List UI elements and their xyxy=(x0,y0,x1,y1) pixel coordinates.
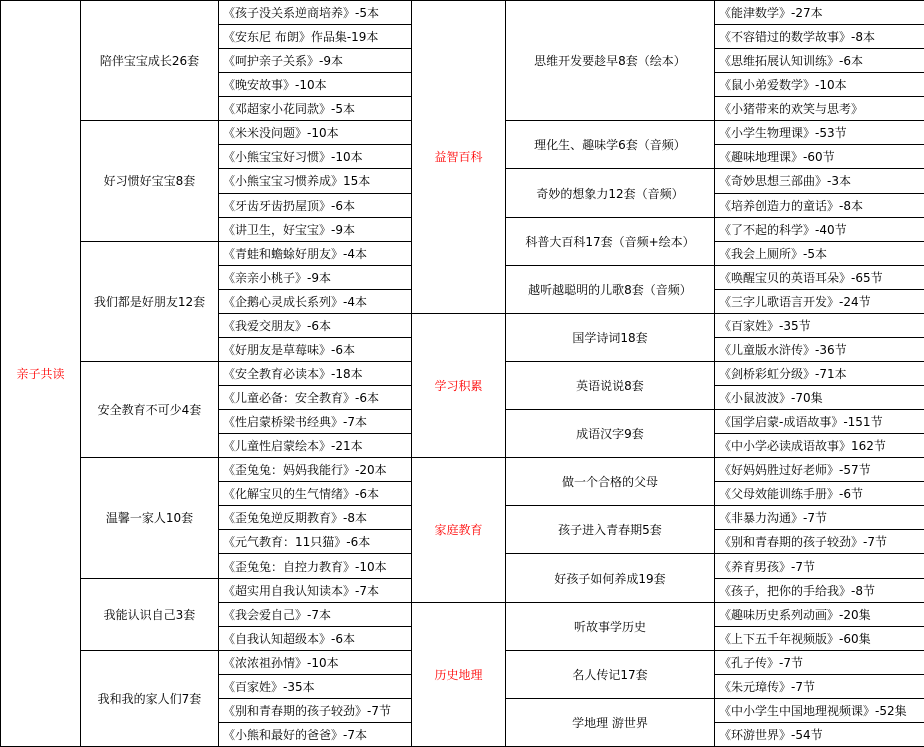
book-item: 《儿童性启蒙绘本》-21本 xyxy=(219,434,412,458)
right-group-cell: 英语说说8套 xyxy=(506,362,715,410)
book-item: 《养育男孩》-7节 xyxy=(715,554,924,578)
book-item: 《超实用自我认知读本》-7本 xyxy=(219,579,412,603)
book-item: 《我会爱自己》-7本 xyxy=(219,603,412,627)
right-group-cell: 好孩子如何养成19套 xyxy=(506,554,715,602)
book-item: 《中小学必读成语故事》162节 xyxy=(715,434,924,458)
book-item: 《能津数学》-27本 xyxy=(715,1,924,25)
book-item: 《米米没问题》-10本 xyxy=(219,121,412,145)
book-item: 《好妈妈胜过好老师》-57节 xyxy=(715,458,924,482)
book-item: 《好朋友是草莓味》-6本 xyxy=(219,338,412,362)
book-item: 《呵护亲子关系》-9本 xyxy=(219,49,412,73)
book-item: 《非暴力沟通》-7节 xyxy=(715,506,924,530)
section-cell: 家庭教育 xyxy=(412,458,506,602)
book-item: 《我爱交朋友》-6本 xyxy=(219,314,412,338)
left-group-cell: 陪伴宝宝成长26套 xyxy=(81,1,219,121)
book-item: 《孩子，把你的手给我》-8节 xyxy=(715,579,924,603)
right-group-cell: 科普大百科17套（音频+绘本） xyxy=(506,218,715,266)
book-item: 《讲卫生，好宝宝》-9本 xyxy=(219,218,412,242)
book-item: 《剑桥彩虹分级》-71本 xyxy=(715,362,924,386)
book-item: 《鼠小弟爱数学》-10本 xyxy=(715,73,924,97)
right-group-cell: 国学诗词18套 xyxy=(506,314,715,362)
right-group-cell: 名人传记17套 xyxy=(506,651,715,699)
right-group-cell: 理化生、趣味学6套（音频） xyxy=(506,121,715,169)
book-item: 《牙齿牙齿扔屋顶》-6本 xyxy=(219,194,412,218)
book-item: 《朱元璋传》-7节 xyxy=(715,675,924,699)
book-item: 《企鹅心灵成长系列》-4本 xyxy=(219,290,412,314)
book-item: 《晚安故事》-10本 xyxy=(219,73,412,97)
book-item: 《安东尼 布朗》作品集-19本 xyxy=(219,25,412,49)
right-group-cell: 听故事学历史 xyxy=(506,603,715,651)
right-group-cell: 奇妙的想象力12套（音频） xyxy=(506,169,715,217)
right-group-cell: 孩子进入青春期5套 xyxy=(506,506,715,554)
book-item: 《浓浓祖孙情》-10本 xyxy=(219,651,412,675)
left-group-cell: 我能认识自己3套 xyxy=(81,579,219,651)
book-item: 《小学生物理课》-53节 xyxy=(715,121,924,145)
book-item: 《思维拓展认知训练》-6本 xyxy=(715,49,924,73)
section-cell: 益智百科 xyxy=(412,1,506,314)
right-group-cell: 越听越聪明的儿歌8套（音频） xyxy=(506,266,715,314)
section-cell: 历史地理 xyxy=(412,603,506,747)
book-item: 《趣味历史系列动画》-20集 xyxy=(715,603,924,627)
book-item: 《了不起的科学》-40节 xyxy=(715,218,924,242)
book-item: 《元气教育：11只猫》-6本 xyxy=(219,530,412,554)
book-item: 《中小学生中国地理视频课》-52集 xyxy=(715,699,924,723)
book-item: 《上下五千年视频版》-60集 xyxy=(715,627,924,651)
right-group-cell: 思维开发要趁早8套（绘本） xyxy=(506,1,715,121)
section-cell: 学习积累 xyxy=(412,314,506,458)
book-item: 《儿童必备：安全教育》-6本 xyxy=(219,386,412,410)
book-item: 《我会上厕所》-5本 xyxy=(715,242,924,266)
book-item: 《别和青春期的孩子较劲》-7节 xyxy=(715,530,924,554)
book-item: 《别和青春期的孩子较劲》-7节 xyxy=(219,699,412,723)
left-group-cell: 安全教育不可少4套 xyxy=(81,362,219,458)
book-item: 《小猪带来的欢笑与思考》 xyxy=(715,97,924,121)
book-item: 《不容错过的数学故事》-8本 xyxy=(715,25,924,49)
book-item: 《歪兔兔逆反期教育》-8本 xyxy=(219,506,412,530)
book-item: 《唤醒宝贝的英语耳朵》-65节 xyxy=(715,266,924,290)
book-item: 《安全教育必读本》-18本 xyxy=(219,362,412,386)
book-item: 《小熊宝宝习惯养成》15本 xyxy=(219,169,412,193)
right-group-cell: 成语汉字9套 xyxy=(506,410,715,458)
book-item: 《孔子传》-7节 xyxy=(715,651,924,675)
book-item: 《小熊宝宝好习惯》-10本 xyxy=(219,145,412,169)
left-group-cell: 好习惯好宝宝8套 xyxy=(81,121,219,241)
left-group-cell: 我和我的家人们7套 xyxy=(81,651,219,747)
book-item: 《歪兔兔：妈妈我能行》-20本 xyxy=(219,458,412,482)
book-item: 《孩子没关系逆商培养》-5本 xyxy=(219,1,412,25)
book-item: 《亲亲小桃子》-9本 xyxy=(219,266,412,290)
left-group-cell: 温馨一家人10套 xyxy=(81,458,219,578)
right-group-cell: 学地理 游世界 xyxy=(506,699,715,747)
book-item: 《父母效能训练手册》-6节 xyxy=(715,482,924,506)
right-group-cell: 做一个合格的父母 xyxy=(506,458,715,506)
book-item: 《化解宝贝的生气情绪》-6本 xyxy=(219,482,412,506)
book-item: 《环游世界》-54节 xyxy=(715,723,924,747)
book-item: 《奇妙思想三部曲》-3本 xyxy=(715,169,924,193)
left-group-cell: 我们都是好朋友12套 xyxy=(81,242,219,362)
book-item: 《邓超家小花同款》-5本 xyxy=(219,97,412,121)
book-item: 《趣味地理课》-60节 xyxy=(715,145,924,169)
book-item: 《培养创造力的童话》-8本 xyxy=(715,194,924,218)
book-item: 《青蛙和蟾蜍好朋友》-4本 xyxy=(219,242,412,266)
book-item: 《性启蒙桥梁书经典》-7本 xyxy=(219,410,412,434)
book-item: 《儿童版水浒传》-36节 xyxy=(715,338,924,362)
main-category-cell: 亲子共读 xyxy=(1,1,81,747)
book-item: 《百家姓》-35本 xyxy=(219,675,412,699)
book-item: 《小鼠波波》-70集 xyxy=(715,386,924,410)
book-item: 《国学启蒙-成语故事》-151节 xyxy=(715,410,924,434)
book-item: 《小熊和最好的爸爸》-7本 xyxy=(219,723,412,747)
book-item: 《三字儿歌语言开发》-24节 xyxy=(715,290,924,314)
book-item: 《自我认知超级本》-6本 xyxy=(219,627,412,651)
book-item: 《百家姓》-35节 xyxy=(715,314,924,338)
book-item: 《歪兔兔：自控力教育》-10本 xyxy=(219,554,412,578)
